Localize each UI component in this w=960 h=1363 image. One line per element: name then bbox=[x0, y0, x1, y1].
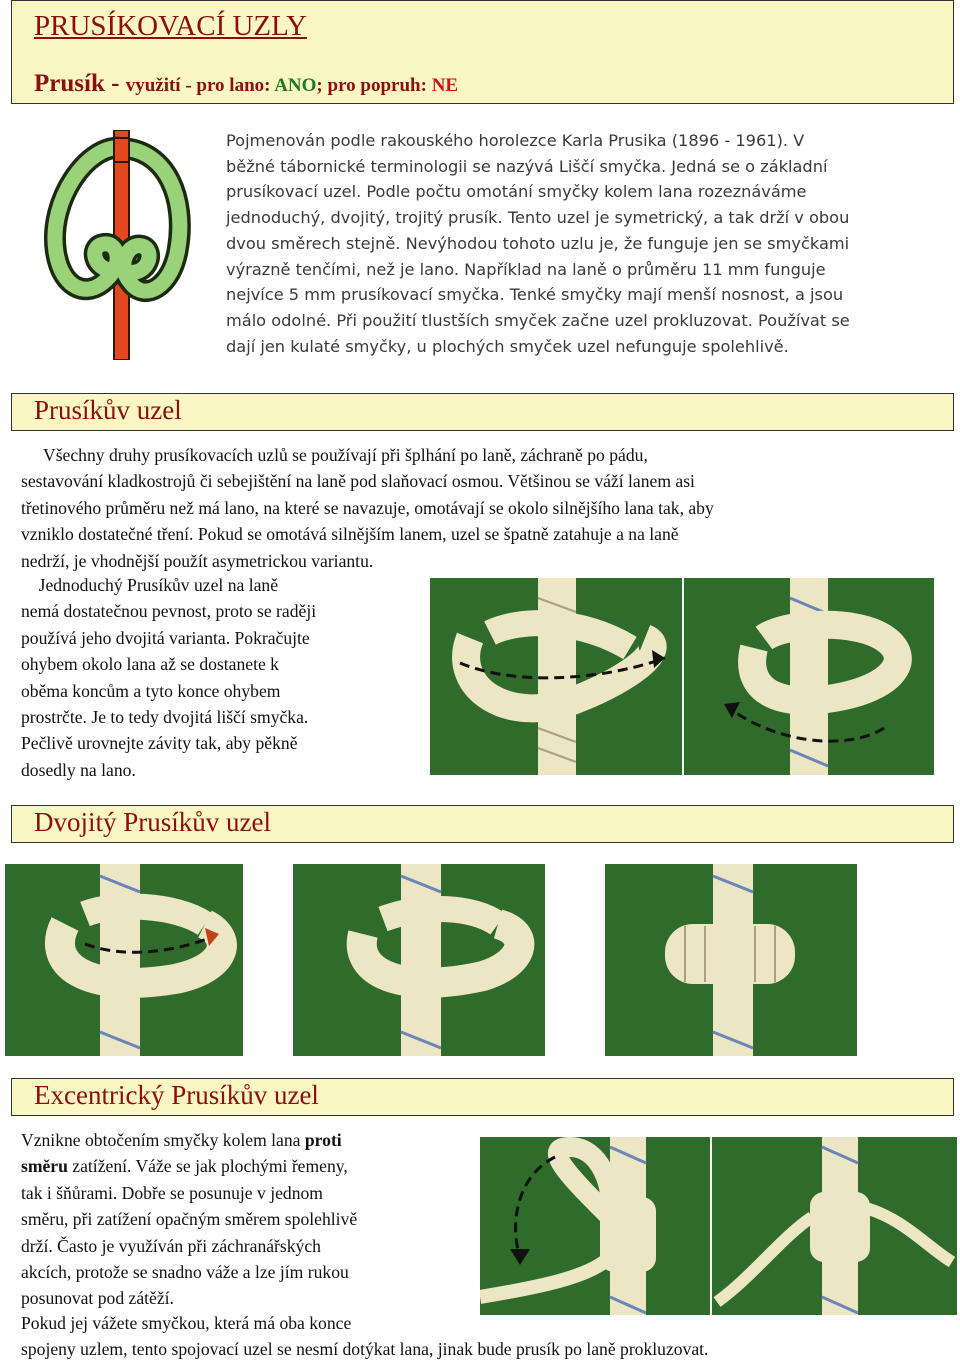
prusik-photo-1 bbox=[430, 578, 682, 775]
page-title: PRUSÍKOVACÍ UZLY bbox=[34, 10, 307, 42]
eccentric-heading: Excentrický Prusíkův uzel bbox=[34, 1080, 319, 1110]
prusik-diagram bbox=[28, 130, 208, 360]
prusik-paragraph: Všechny druhy prusíkovacích uzlů se používají při šplhání po laně, záchraně po pádu, sestavování kladkostrojů či sebejištění na laně pod slaňovací osmou. Většinou se váží lanem asi třetinového průměru než má lano, na které se navazuje, omotávají se okolo silnějšího lana tak, aby vzniklo dostatečné tření. Pokud se omotává silnějším lanem, uzel se špatně zatahuje a na laně nedrží, je vhodnější použít asymetrickou variantu. bbox=[21, 445, 714, 571]
subtitle-main: Prusík bbox=[34, 70, 105, 97]
double-photo-2 bbox=[293, 864, 545, 1056]
prusik-subtitle: Prusík - využití - pro lano: ANO; pro popruh: NE bbox=[34, 70, 459, 97]
prusik-photo-2 bbox=[684, 578, 934, 775]
eccentric-photo-1 bbox=[480, 1137, 710, 1315]
eccentric-paragraph: Vznikne obtočením smyčky kolem lana proti směru zatížení. Váže se jak plochými řemeny, tak i šňůrami. Dobře se posunuje v jednom směru, při zatížení opačným směrem spolehlivě drží. Často je využíván při záchranářských akcích, protože se snadno váže a lze jím rukou posunovat pod zátěží. bbox=[21, 1130, 358, 1309]
eccentric-last-paragraph: Pokud jej vážete smyčkou, která má oba konce spojeny uzlem, tento spojovací uzel se nesmí dotýkat lana, jinak bude prusík po laně prokluzovat. bbox=[21, 1313, 709, 1360]
double-photo-1 bbox=[5, 864, 243, 1056]
eccentric-photo-2 bbox=[712, 1137, 957, 1315]
double-photo-3 bbox=[605, 864, 857, 1056]
ano-label: ANO bbox=[274, 75, 317, 96]
prusik-heading: Prusíkův uzel bbox=[34, 395, 182, 425]
prusik-side-text: Jednoduchý Prusíkův uzel na laně nemá dostatečnou pevnost, proto se raději používá jeho dvojitá varianta. Pokračujte ohybem okolo lana až se dostanete k oběma koncům a tyto konce ohybem prostrčte. Je to tedy dvojitá liščí smyčka. Pečlivě urovnejte závity tak, aby pěkně dosedly na lano. bbox=[21, 575, 317, 780]
ne-label: NE bbox=[431, 75, 459, 96]
double-heading: Dvojitý Prusíkův uzel bbox=[34, 807, 271, 837]
intro-paragraph: Pojmenován podle rakouského horolezce Karla Prusika (1896 - 1961). V běžné tábornické terminologii se nazývá Liščí smyčka. Jedná se o základní prusíkovací uzel. Podle počtu omotání smyčky kolem lana rozeznáváme jednoduchý, dvojitý, trojitý prusík. Tento uzel je symetrický, a tak drží v obou dvou směrech stejně. Nevýhodou tohoto uzlu je, že funguje jen se smyčkami výrazně tenčími, než je lano. Například na laně o průměru 11 mm funguje nejvíce 5 mm prusíkovací smyčka. Tenké smyčky mají menší nosnost, a jsou málo odolné. Při použití tlustších smyček začne uzel prokluzovat. Používat se dají jen kulaté smyčky, u plochých smyček uzel nefunguje spolehlivě. bbox=[226, 131, 850, 356]
